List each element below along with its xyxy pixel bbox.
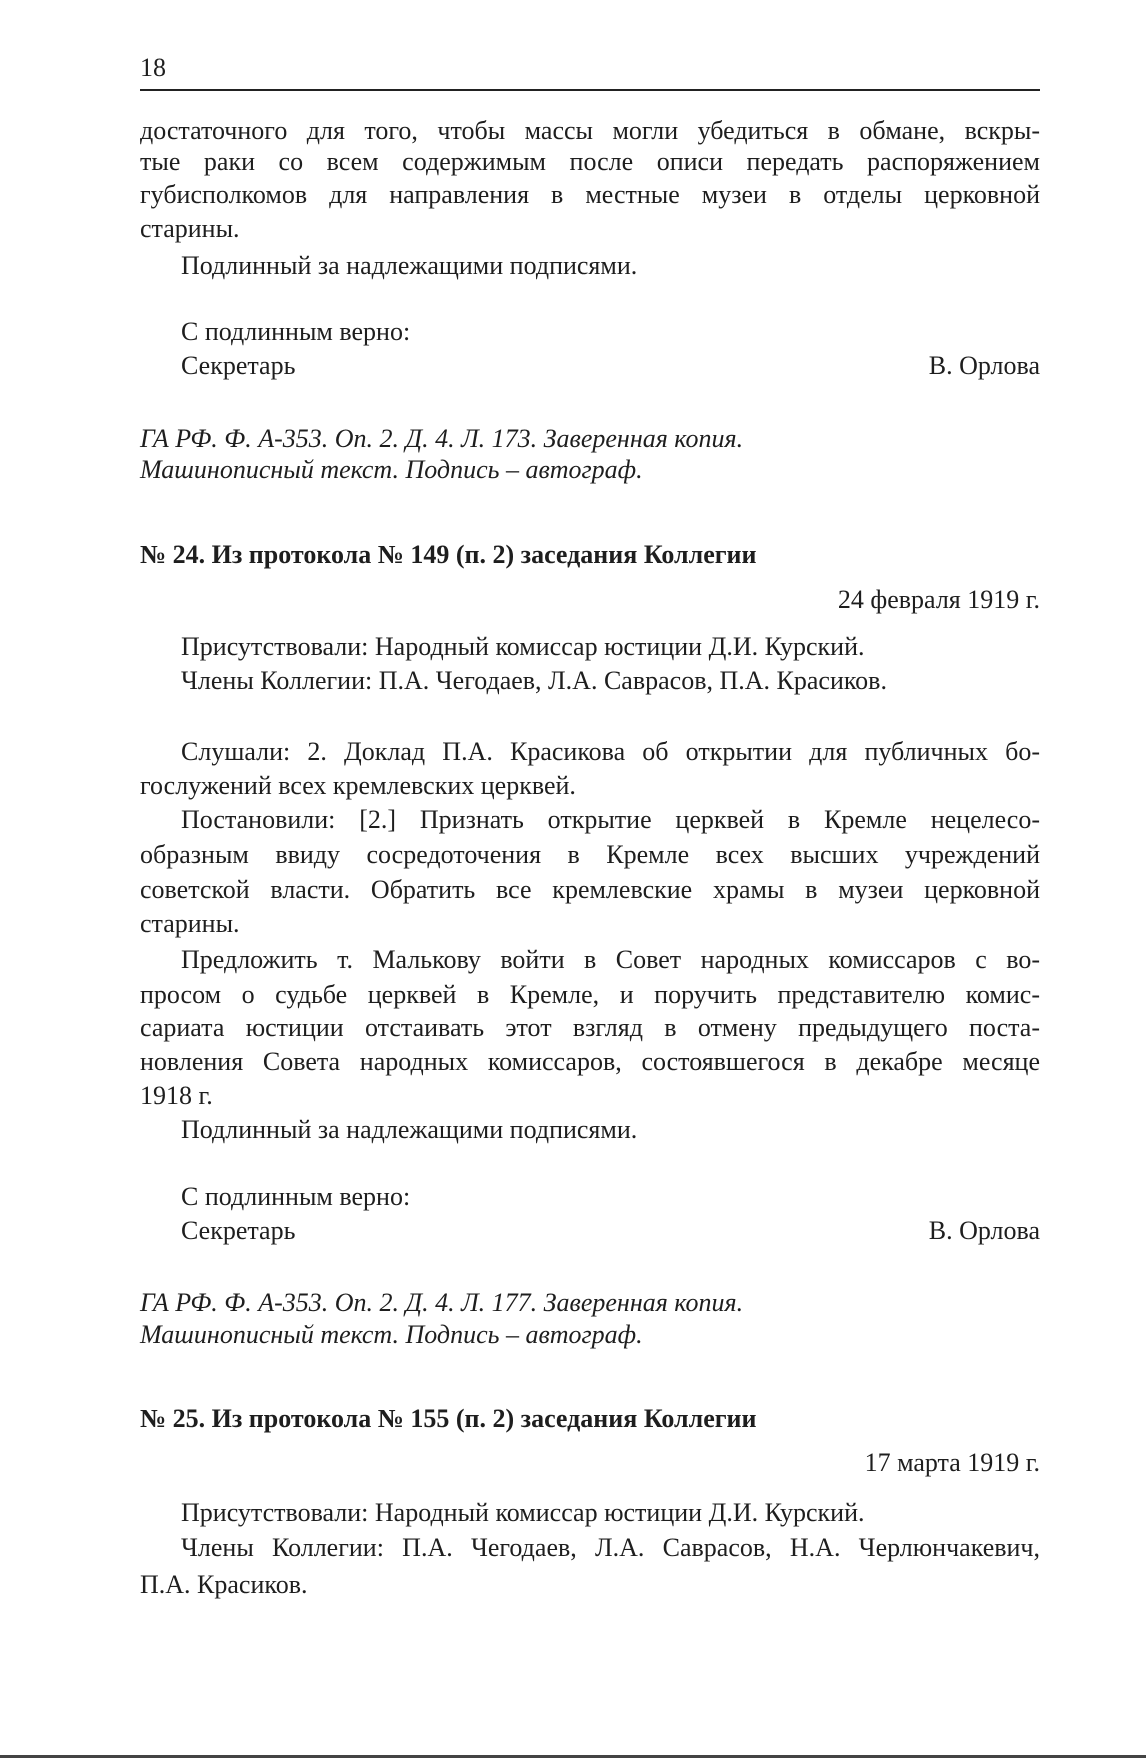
members-line: П.А. Красиков. [140,1570,308,1599]
propose-line: 1918 г. [140,1081,213,1110]
source-line: Машинописный текст. Подпись – автограф. [140,1320,643,1349]
present-line: Присутствовали: Народный комиссар юстиции Д.И. Курский. [181,1498,865,1527]
propose-line: просом о судьбе церквей в Кремле, и поручить представителю комис- [140,980,1040,1009]
secretary-label: Секретарь [181,1216,296,1245]
document-heading: № 25. Из протокола № 155 (п. 2) заседания Коллегии [140,1404,757,1433]
source-line: ГА РФ. Ф. А-353. Оп. 2. Д. 4. Л. 177. Заверенная копия. [140,1288,744,1317]
heard-line: Слушали: 2. Доклад П.А. Красикова об открытии для публичных бо- [181,737,1040,766]
document-date: 17 марта 1919 г. [864,1448,1040,1477]
document-date: 24 февраля 1919 г. [837,585,1040,614]
members-line: Члены Коллегии: П.А. Чегодаев, Л.А. Саврасов, П.А. Красиков. [181,666,887,695]
members-line: Члены Коллегии: П.А. Чегодаев, Л.А. Саврасов, Н.А. Черлюнчакевич, [181,1533,1040,1562]
heard-line: гослужений всех кремлевских церквей. [140,771,576,800]
resolved-line: Постановили: [2.] Признать открытие церквей в Кремле нецелесо- [181,805,1040,834]
source-line: Машинописный текст. Подпись – автограф. [140,455,643,484]
body-line: губисполкомов для направления в местные музеи в отделы церковной [140,180,1040,209]
original-note: Подлинный за надлежащими подписями. [181,251,638,280]
secretary-label: Секретарь [181,351,296,380]
certified-label: С подлинным верно: [181,317,411,346]
propose-line: сариата юстиции отстаивать этот взгляд в отмену предыдущего поста- [140,1013,1040,1042]
header-rule [140,89,1040,91]
propose-line: новления Совета народных комиссаров, состоявшегося в декабре месяце [140,1047,1040,1076]
signature-row [181,348,1040,384]
document-heading: № 24. Из протокола № 149 (п. 2) заседания Коллегии [140,540,757,569]
source-line: ГА РФ. Ф. А-353. Оп. 2. Д. 4. Л. 173. Заверенная копия. [140,424,744,453]
secretary-name: В. Орлова [928,351,1040,380]
propose-line: Предложить т. Малькову войти в Совет народных комиссаров с во- [181,945,1040,974]
page-number: 18 [140,53,166,82]
body-line: достаточного для того, чтобы массы могли убедиться в обмане, вскры- [140,116,1040,145]
certified-label: С подлинным верно: [181,1182,411,1211]
signature-row [181,1213,1040,1249]
resolved-line: советской власти. Обратить все кремлевские храмы в музеи церковной [140,875,1040,904]
secretary-name: В. Орлова [928,1216,1040,1245]
resolved-line: старины. [140,909,240,938]
body-line: тые раки со всем содержимым после описи передать распоряжением [140,147,1040,176]
body-line: старины. [140,214,240,243]
original-note: Подлинный за надлежащими подписями. [181,1115,638,1144]
present-line: Присутствовали: Народный комиссар юстиции Д.И. Курский. [181,632,865,661]
resolved-line: образным ввиду сосредоточения в Кремле всех высших учреждений [140,840,1040,869]
